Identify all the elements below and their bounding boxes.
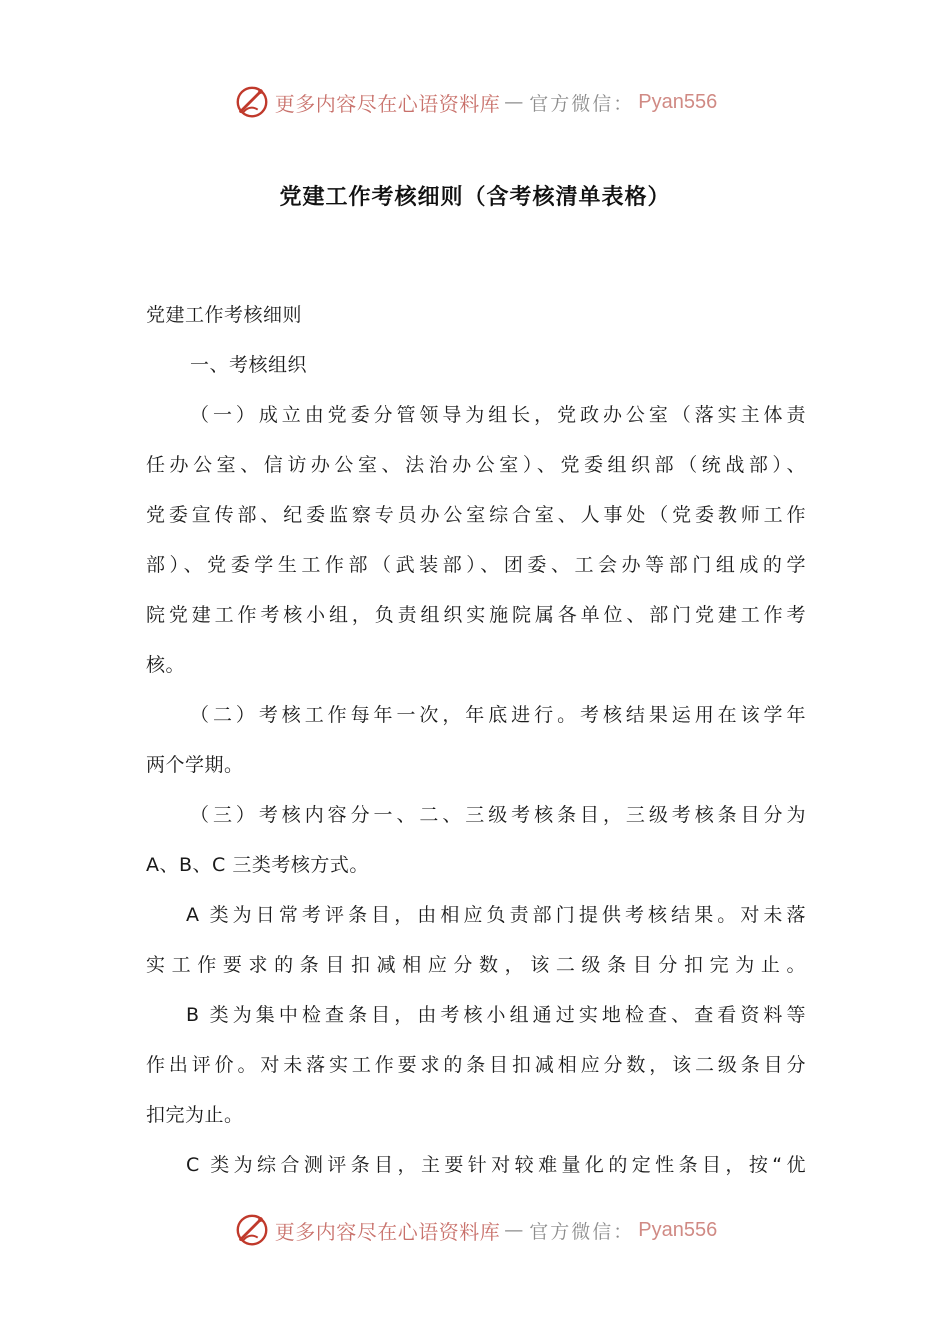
watermark-dash: — [504,1219,526,1241]
paragraph-line: A 类为日常考评条目，由相应负责部门提供考核结果。对未落 [186,904,806,926]
paragraph-line: （三）考核内容分一、二、三级考核条目，三级考核条目分为 [190,804,806,826]
watermark-sub-text: 官方微信： [529,1220,635,1243]
paragraph-line: C 类为综合测评条目，主要针对较难量化的定性条目，按“优 [186,1154,806,1176]
paragraph-line: 部）、党委学生工作部（武装部）、团委、工会办等部门组成的学 [146,554,806,576]
watermark-sub-text: 官方微信： [529,92,635,115]
paragraph-line: 核。 [146,654,186,676]
paragraph-line: 任办公室、信访办公室、法治办公室）、党委组织部（统战部）、 [146,454,806,476]
paragraph-line: 党委宣传部、纪委监察专员办公室综合室、人事处（党委教师工作 [146,504,806,526]
document-body [146,290,806,1190]
paragraph-line: 扣完为止。 [146,1104,244,1126]
pen-circle-logo-icon [233,83,271,121]
paragraph-line: 院党建工作考核小组，负责组织实施院属各单位、部门党建工作考 [146,604,806,626]
watermark-main-text: 更多内容尽在心语资料库 [274,1219,501,1244]
paragraph-line: A、B、C 三类考核方式。 [146,854,369,876]
paragraph-line: （二）考核工作每年一次，年底进行。考核结果运用在该学年 [190,704,806,726]
watermark-wechat-id: Pyan556 [638,1218,718,1241]
document-title: 党建工作考核细则（含考核清单表格） [279,185,671,210]
watermark-main-text: 更多内容尽在心语资料库 [274,91,501,116]
document-heading: 党建工作考核细则 [146,304,303,326]
watermark-banner-bottom [0,1208,950,1252]
watermark-dash: — [504,91,526,113]
paragraph-line: 作出评价。对未落实工作要求的条目扣减相应分数，该二级条目分 [146,1054,806,1076]
pen-circle-logo-icon [233,1211,271,1249]
paragraph-line: B 类为集中检查条目，由考核小组通过实地检查、查看资料等 [186,1004,806,1026]
paragraph-line: 两个学期。 [146,754,244,776]
watermark-banner-top [0,80,950,124]
section-heading: 一、考核组织 [190,354,308,376]
watermark-wechat-id: Pyan556 [638,90,718,113]
paragraph-line: （一）成立由党委分管领导为组长，党政办公室（落实主体责 [190,404,806,426]
paragraph-line: 实工作要求的条目扣减相应分数，该二级条目分扣完为止。 [146,954,806,976]
